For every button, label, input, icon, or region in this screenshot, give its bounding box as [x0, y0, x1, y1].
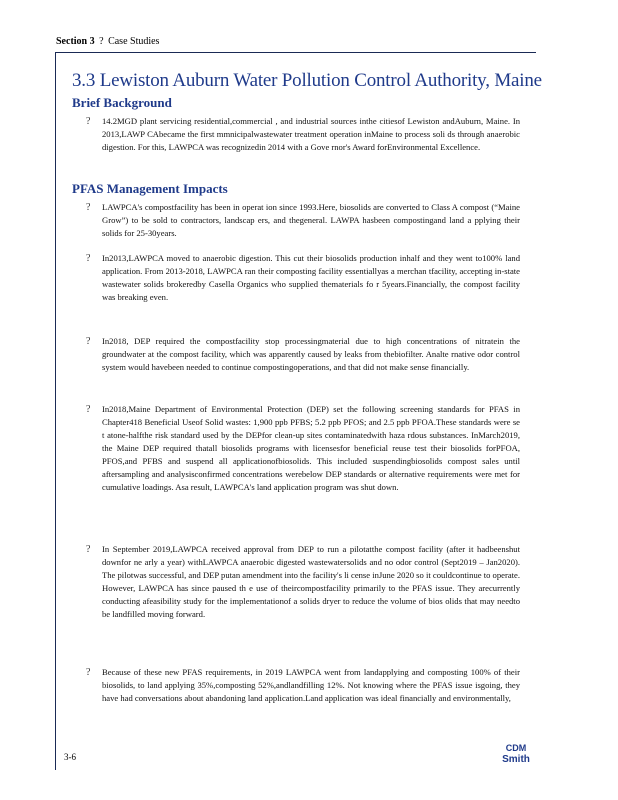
- cdm-smith-logo: [495, 742, 537, 764]
- brief-bullet: ?: [86, 116, 91, 127]
- section-label: Section 3: [56, 36, 95, 47]
- brief-paragraph: 14.2MGD plant servicing residential,commercial , and industrial sources inthe citiesof Lewiston andAuburn, Maine. In 2013,LAWP CAbecame the first mmnicipalwastewater treatment operation inMaine to process soli ds through anaerobic digestion. For this, LAWPCA was recognizedin 2014 with a Gove rnor's Award forEnvironmental Excellence.: [102, 116, 520, 152]
- pfas-bullet: ?: [86, 336, 91, 347]
- pfas-paragraph-4: In2018,Maine Department of Environmental Protection (DEP) set the following screening standards for PFAS in Chapter418 Beneficial Useof Solid wastes: 1,900 ppb PFBS; 5.2 ppb PFOS; and 2.5 ppb PFOA.These standards were se t atone-halfthe risk standard used by the DEPfor clean-up sites contaminatedwith haza rdous substances. InMarch2019, the Maine DEP required thatall biosolids programs with licensesfor beneficial reuse test their biosolids forPFOA, PFOS,and PFBS and suspend all applicationofbiosolids. This included suspendingbiosolids compost sales until aftersampling and analysisconfirmed concentrations werebelow DEP standards or alternative requirements were met for cumulative loadings. Asa result, LAWPCA's land application program was shut down.: [102, 404, 520, 492]
- pfas-bullet: ?: [86, 202, 91, 213]
- section-header: [56, 36, 159, 47]
- pfas-paragraph-5: In September 2019,LAWPCA received approval from DEP to run a pilotatthe compost facility (after it hadbeenshut downfor ne arly a year) withLAWPCA anaerobic digested wastewatersolids and no odor control (Sept2019 – Jan2020). The pilotwas successful, and DEP putan amendment into the facility's li cense inJune 2020 so it couldcontinue to operate. However, LAWPCA has since paused th e use of theircompostfacility primarily to the PFAS issue. They arecurrently conducting afeasibility study for the implementationof a solids dryer to reduce the volume of bios olids that may needto be landfilled moving forward.: [102, 544, 520, 619]
- header-separator: ?: [99, 36, 104, 47]
- pfas-bullet: ?: [86, 667, 91, 678]
- header-rule: [56, 52, 536, 53]
- logo-line-1: CDM: [505, 743, 527, 753]
- pfas-paragraph-1: LAWPCA's compostfacility has been in operat ion since 1993.Here, biosolids are converted to Class A compost (“Maine Grow”) to be sold to contractors, landscap ers, and thegeneral. LAWPA hasbeen compostingand land a pplying their solids for 25-30years.: [102, 202, 520, 238]
- pfas-bullet: ?: [86, 544, 91, 555]
- pfas-bullet: ?: [86, 404, 91, 415]
- section-subtitle: Case Studies: [108, 36, 160, 47]
- logo-line-2: Smith: [502, 754, 530, 764]
- pfas-management-heading: PFAS Management Impacts: [72, 181, 228, 196]
- pfas-paragraph-2: In2013,LAWPCA moved to anaerobic digestion. This cut their biosolids production inhalf and they went to100% land application. From 2013-2018, LAWPCA ran their composting facility essentiallyas a merchan tfacility, accepting in-state wastewater solids brokeredby Casella Organics who supplied thematerials fo r 5years.Financially, the compost facility was breaking even.: [102, 253, 520, 302]
- pfas-bullet: ?: [86, 253, 91, 264]
- page-title: 3.3 Lewiston Auburn Water Pollution Control Authority, Maine: [72, 70, 542, 91]
- brief-background-heading: Brief Background: [72, 95, 172, 110]
- margin-rule: [55, 52, 56, 770]
- pfas-paragraph-3: In2018, DEP required the compostfacility stop processingmaterial due to high concentrations of nitratein the groundwater at the compost facility, which was apparently caused by leaks from thebiofilter. Analte rnative odor control system would havebeen needed to continue compostingoperations, and that did not make sense financially.: [102, 336, 520, 372]
- page-number: 3-6: [64, 752, 76, 762]
- pfas-paragraph-6: Because of these new PFAS requirements, in 2019 LAWPCA went from landapplying and composting 100% of their biosolids, to land applying 35%,composting 52%,andlandfilling 12%. Not knowing where the PFAS issue isgoing, they have had conversations about abandoning land application.Land application was ideal financially and environmentally,: [102, 667, 520, 703]
